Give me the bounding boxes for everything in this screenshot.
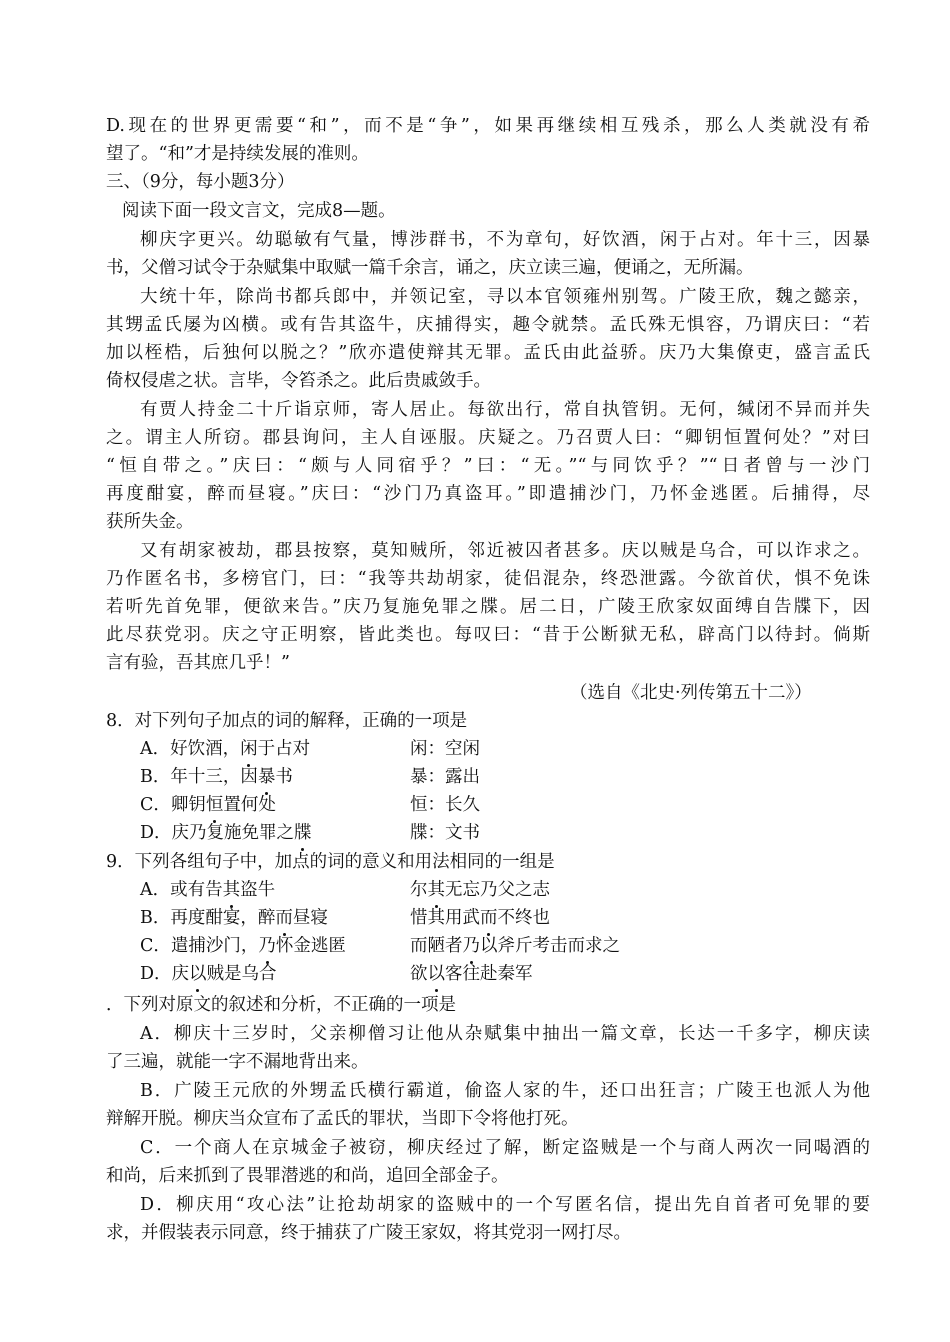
q9-c-dotted-word: 乃 bbox=[258, 932, 276, 960]
q9-c-compare-dotted-word: 乃 bbox=[463, 932, 481, 960]
q8-option-c-answer: 恒：长久 bbox=[410, 795, 480, 815]
passage-p1-line-2: 书，父僧习试令于杂赋集中取赋一篇千余言，诵之，庆立读三遍，便诵之，无所漏。 bbox=[106, 258, 754, 278]
q9-option-b-compare bbox=[410, 904, 550, 932]
q9-d-compare-post: 客往赴秦军 bbox=[445, 964, 533, 984]
q9-a-dotted-word: 其 bbox=[223, 876, 241, 904]
q9-b-compare-dotted-word: 而 bbox=[480, 904, 498, 932]
q9-d-compare-dotted-word: 以 bbox=[428, 960, 446, 988]
q8-b-dotted-word: 暴 bbox=[258, 763, 276, 791]
q9-option-a bbox=[140, 876, 275, 904]
q8-stem: 8．对下列句子加点的词的解释，正确的一项是 bbox=[106, 711, 468, 731]
q9-a-compare-pre: 尔 bbox=[410, 880, 428, 900]
section-instruction: 阅读下面一段文言文，完成8—题。 bbox=[122, 201, 396, 221]
q9-a-compare-dotted-word: 其 bbox=[428, 876, 446, 904]
q8-a-pre: A．好饮酒， bbox=[140, 739, 241, 759]
q10-stem: ．下列对原文的叙述和分析，不正确的一项是 bbox=[106, 995, 456, 1015]
q8-option-a bbox=[140, 735, 310, 763]
q9-a-post: 盗牛 bbox=[240, 880, 276, 900]
q9-c-pre: C．遣捕沙门， bbox=[140, 936, 259, 956]
q9-b-compare-post: 不终也 bbox=[497, 908, 550, 928]
q9-a-pre: A．或有告 bbox=[140, 880, 223, 900]
passage-p1-line-1: 柳庆字更兴。幼聪敏有气量，博涉群书，不为章句，好饮酒，闲于占对。年十三，因暴 bbox=[140, 230, 870, 250]
passage-p2-line-3: 加以桎梏，后独何以脱之？”欣亦遣使辩其无罪。孟氏由此益骄。庆乃大集僚吏，盛言孟氏 bbox=[106, 343, 870, 363]
q9-stem: 9．下列各组句子中，加点的词的意义和用法相同的一组是 bbox=[106, 852, 555, 872]
section-heading: 三、（9分，每小题3分） bbox=[106, 172, 295, 192]
q8-option-d bbox=[140, 819, 312, 847]
passage-p2-line-4: 倚权侵虐之状。言毕，令笞杀之。此后贵戚敛手。 bbox=[106, 371, 491, 391]
q10-option-a-line-2: 了三遍，就能一字不漏地背出来。 bbox=[106, 1052, 369, 1072]
passage-p4-line-4: 此尽获党羽。庆之守正明察，皆此类也。每叹曰：“昔于公断狱无私，辟高门以待封。倘斯 bbox=[106, 625, 870, 645]
q10-option-c-line-2: 和尚，后来抓到了畏罪潜逃的和尚，追回全部金子。 bbox=[106, 1166, 509, 1186]
q10-option-d-line-2: 求，并假装表示同意，终于捕获了广陵王家奴，将其党羽一网打尽。 bbox=[106, 1223, 631, 1243]
q9-b-pre: B．再度酣宴，醉 bbox=[140, 908, 276, 928]
passage-p2-line-1: 大统十年，除尚书都兵郎中，并领记室，寻以本官领雍州别驾。广陵王欣，魏之懿亲， bbox=[140, 287, 870, 307]
passage-p3-line-2: 之。谓主人所窃。郡县询问，主人自诬服。庆疑之。乃召贾人曰：“卿钥恒置何处？”对曰 bbox=[106, 428, 870, 448]
q8-a-post: 于占对 bbox=[257, 739, 311, 759]
q10-option-c-line-1: C．一个商人在京城金子被窃，柳庆经过了解，断定盗贼是一个与商人两次一同喝酒的 bbox=[140, 1138, 870, 1158]
q9-d-compare-pre: 欲 bbox=[410, 964, 428, 984]
q8-c-post: 置何处 bbox=[223, 795, 276, 815]
q9-a-compare-post: 无忘乃父之志 bbox=[445, 880, 550, 900]
q9-option-b bbox=[140, 904, 328, 932]
q10-option-a-line-1: A．柳庆十三岁时，父亲柳僧习让他从杂赋集中抽出一篇文章，长达一千多字，柳庆读 bbox=[140, 1024, 870, 1044]
q9-c-compare-pre: 而陋者 bbox=[410, 936, 463, 956]
q10-option-b-line-2: 辩解开脱。柳庆当众宣布了孟氏的罪状，当即下令将他打死。 bbox=[106, 1109, 579, 1129]
q8-option-a-answer: 闲：空闲 bbox=[410, 739, 480, 759]
q8-option-d-answer: 牒：文书 bbox=[410, 823, 480, 843]
q9-option-a-compare bbox=[410, 876, 550, 904]
q9-option-d-compare bbox=[410, 960, 533, 988]
q8-option-c bbox=[140, 791, 276, 819]
q9-b-compare-pre: 惜其用武 bbox=[410, 908, 480, 928]
prev-option-d-line-1: D.现在的世界更需要“和”，而不是“争”，如果再继续相互残杀，那么人类就没有希 bbox=[106, 116, 870, 136]
passage-p2-line-2: 其甥孟氏屡为凶横。或有告其盗牛，庆捕得实，趣令就禁。孟氏殊无惧容，乃谓庆曰：“若 bbox=[106, 315, 870, 335]
q9-d-post: 贼是乌合 bbox=[206, 964, 277, 984]
q8-option-b-answer: 暴：露出 bbox=[410, 767, 480, 787]
passage-p4-line-1: 又有胡家被劫，郡县按察，莫知贼所，邻近被囚者甚多。庆以贼是乌合，可以诈求之。 bbox=[140, 541, 870, 561]
q8-a-dotted-word: 闲 bbox=[240, 735, 258, 763]
q9-option-c-compare bbox=[410, 932, 620, 960]
q9-d-dotted-word: 以 bbox=[189, 960, 207, 988]
passage-p3-line-1: 有贾人持金二十斤诣京师，寄人居止。每欲出行，常自执管钥。无何，缄闭不异而并失 bbox=[140, 400, 870, 420]
q9-d-pre: D．庆 bbox=[140, 964, 190, 984]
q9-option-c bbox=[140, 932, 346, 960]
q9-b-post: 昼寝 bbox=[292, 908, 328, 928]
q8-c-pre: C．卿钥 bbox=[140, 795, 206, 815]
q8-d-dotted-word: 牒 bbox=[294, 819, 312, 847]
passage-p4-line-3: 若听先首免罪，便欲来告。”庆乃复施免罪之牒。居二日，广陵王欣家奴面缚自告牒下，因 bbox=[106, 597, 870, 617]
q8-option-b bbox=[140, 763, 293, 791]
passage-p4-line-5: 言有验，吾其庶几乎！” bbox=[106, 653, 290, 673]
q9-option-d bbox=[140, 960, 277, 988]
q8-d-pre: D．庆乃复施免罪之 bbox=[140, 823, 295, 843]
passage-p3-line-4: 再度酣宴，醉而昼寝。”庆曰：“沙门乃真盗耳。”即遣捕沙门，乃怀金逃匿。后捕得，尽 bbox=[106, 484, 870, 504]
q9-c-post: 怀金逃匿 bbox=[275, 936, 346, 956]
q8-b-pre: B．年十三，因 bbox=[140, 767, 258, 787]
q10-option-d-line-1: D．柳庆用“攻心法”让抢劫胡家的盗贼中的一个写匿名信，提出先自首者可免罪的要 bbox=[140, 1195, 870, 1215]
passage-p3-line-3: “恒自带之。”庆曰：“颇与人同宿乎？”曰：“无。”“与同饮乎？”“日者曾与一沙门 bbox=[106, 456, 870, 476]
passage-p4-line-2: 乃作匿名书，多榜官门，曰：“我等共劫胡家，徒侣混杂，终恐泄露。今欲首伏，惧不免诛 bbox=[106, 569, 870, 589]
q8-b-post: 书 bbox=[275, 767, 293, 787]
prev-option-d-line-2: 望了。“和”才是持续发展的准则。 bbox=[106, 144, 369, 164]
passage-source: （选自《北史·列传第五十二》） bbox=[570, 683, 812, 703]
q8-c-dotted-word: 恒 bbox=[206, 791, 224, 819]
q9-c-compare-post: 以斧斤考击而求之 bbox=[480, 936, 620, 956]
q9-b-dotted-word: 而 bbox=[275, 904, 293, 932]
q10-option-b-line-1: B．广陵王元欣的外甥孟氏横行霸道，偷盗人家的牛，还口出狂言；广陵王也派人为他 bbox=[140, 1081, 870, 1101]
passage-p3-line-5: 获所失金。 bbox=[106, 512, 194, 532]
